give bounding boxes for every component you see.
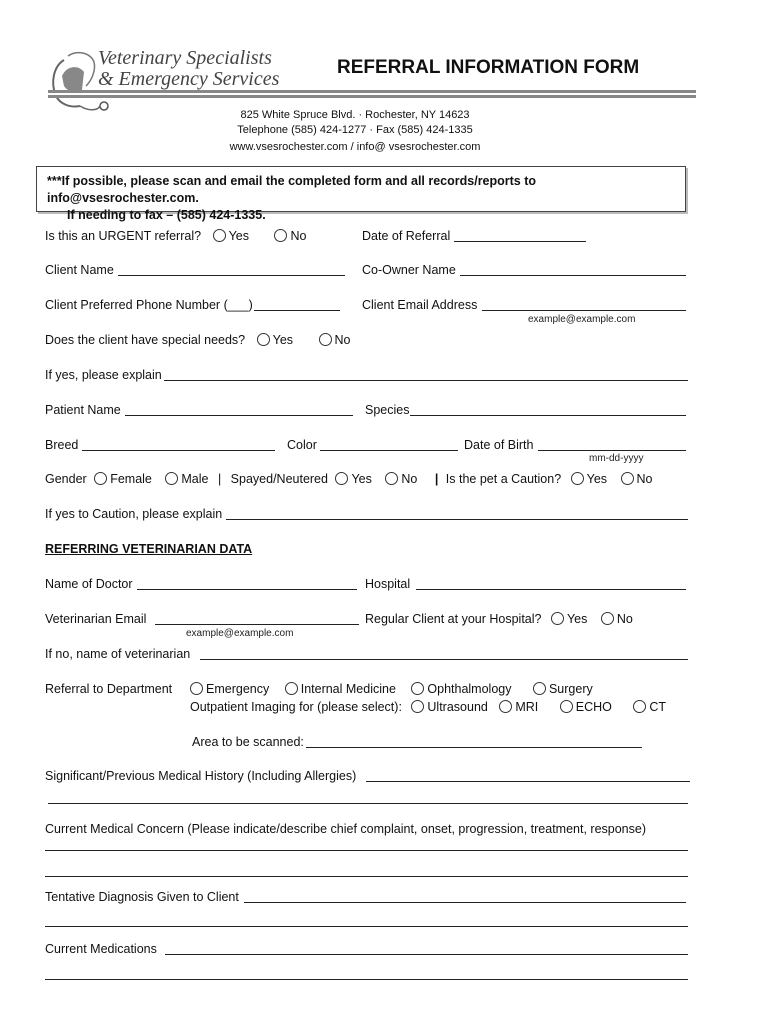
special-needs-yes-radio[interactable] — [257, 333, 270, 346]
department-surgery-label: Surgery — [548, 682, 593, 696]
logo-text-line2: & Emergency Services — [98, 68, 280, 90]
explain-field[interactable] — [164, 380, 688, 381]
header-divider-bar — [48, 90, 696, 98]
regular-client-yes-label: Yes — [566, 612, 588, 626]
client-email-field[interactable] — [482, 310, 686, 311]
date-of-referral-field[interactable] — [454, 241, 586, 242]
spayed-no-radio[interactable] — [385, 472, 398, 485]
spayed-yes-radio[interactable] — [335, 472, 348, 485]
date-of-referral-label: Date of Referral — [362, 229, 451, 243]
regular-client-no-radio[interactable] — [601, 612, 614, 625]
imaging-ultrasound-option[interactable] — [411, 699, 487, 715]
spayed-no-option[interactable] — [385, 471, 417, 487]
urgent-no-option[interactable] — [274, 228, 306, 244]
phone-area-code: (___) — [223, 298, 253, 312]
address-line: 825 White Spruce Blvd. · Rochester, NY 14623 — [240, 109, 470, 121]
patient-name-field[interactable] — [125, 415, 353, 416]
imaging-mri-radio[interactable] — [499, 700, 512, 713]
imaging-ct-option[interactable] — [633, 699, 666, 715]
color-label: Color — [287, 438, 317, 452]
regular-client-yes-option[interactable] — [551, 611, 587, 627]
department-internal-medicine-label: Internal Medicine — [300, 682, 396, 696]
vet-email-hint: example@example.com — [186, 628, 294, 639]
department-emergency-radio[interactable] — [190, 682, 203, 695]
caution-explain-field[interactable] — [226, 519, 688, 520]
gender-male-label: Male — [181, 472, 209, 486]
dob-hint: mm-dd-yyyy — [589, 453, 644, 464]
doctor-name-field[interactable] — [137, 589, 357, 590]
imaging-echo-radio[interactable] — [560, 700, 573, 713]
species-field[interactable] — [410, 415, 686, 416]
patient-name-label: Patient Name — [45, 403, 121, 417]
separator: | — [217, 472, 222, 486]
explain-label: If yes, please explain — [45, 368, 162, 382]
department-ophthalmology-label: Ophthalmology — [427, 682, 512, 696]
client-email-hint: example@example.com — [528, 314, 636, 325]
imaging-ultrasound-label: Ultrasound — [427, 700, 488, 714]
department-surgery-option[interactable] — [533, 681, 593, 697]
urgent-no-label: No — [290, 229, 307, 243]
history-label: Significant/Previous Medical History (Including Allergies) — [45, 769, 357, 783]
section-title-vet: REFERRING VETERINARIAN DATA — [45, 542, 253, 556]
diagnosis-field-line2[interactable] — [45, 926, 688, 927]
caution-label: Is the pet a Caution? — [445, 472, 562, 486]
client-name-label: Client Name — [45, 263, 114, 277]
coowner-name-label: Co-Owner Name — [362, 263, 456, 277]
logo-text-line1: Veterinary Specialists — [98, 47, 272, 69]
area-scanned-field[interactable] — [306, 747, 642, 748]
department-surgery-radio[interactable] — [533, 682, 546, 695]
history-field-line2[interactable] — [48, 803, 688, 804]
medications-field-line2[interactable] — [45, 979, 688, 980]
regular-client-no-option[interactable] — [601, 611, 633, 627]
urgent-yes-label: Yes — [228, 229, 249, 243]
imaging-echo-label: ECHO — [575, 700, 612, 714]
gender-male-radio[interactable] — [165, 472, 178, 485]
regular-client-no-label: No — [616, 612, 633, 626]
gender-female-radio[interactable] — [94, 472, 107, 485]
imaging-label: Outpatient Imaging for (please select): — [190, 700, 402, 714]
special-needs-no-option[interactable] — [319, 332, 351, 348]
notice-line1: ***If possible, please scan and email the completed form and all records/reports to info@vsesrochester.com. — [47, 174, 537, 205]
medications-label: Current Medications — [45, 942, 157, 956]
client-name-field[interactable] — [118, 275, 345, 276]
gender-male-option[interactable] — [165, 471, 208, 487]
spayed-no-label: No — [401, 472, 418, 486]
imaging-mri-label: MRI — [515, 700, 539, 714]
special-needs-no-label: No — [334, 333, 351, 347]
urgent-yes-option[interactable] — [213, 228, 249, 244]
history-field-line1[interactable] — [366, 781, 690, 782]
department-ophthalmology-radio[interactable] — [411, 682, 424, 695]
urgent-label: Is this an URGENT referral? — [45, 229, 202, 243]
color-field[interactable] — [320, 450, 458, 451]
department-emergency-option[interactable] — [190, 681, 269, 697]
gender-row — [45, 471, 653, 487]
client-email-label: Client Email Address — [362, 298, 478, 312]
phone-label: Client Preferred Phone Number — [45, 298, 221, 312]
diagnosis-label: Tentative Diagnosis Given to Client — [45, 890, 239, 904]
department-label: Referral to Department — [45, 682, 173, 696]
department-internal-medicine-option[interactable] — [285, 681, 396, 697]
gender-female-option[interactable] — [94, 471, 152, 487]
caution-no-option[interactable] — [621, 471, 653, 487]
dob-field[interactable] — [538, 450, 686, 451]
urgent-question — [45, 228, 306, 244]
notice-line2: If needing to fax – (585) 424-1335. — [67, 208, 266, 222]
caution-yes-option[interactable] — [571, 471, 607, 487]
concern-field-line2[interactable] — [45, 876, 688, 877]
imaging-ultrasound-radio[interactable] — [411, 700, 424, 713]
hospital-label: Hospital — [365, 577, 411, 591]
gender-female-label: Female — [110, 472, 152, 486]
separator: | — [434, 472, 439, 486]
doctor-name-label: Name of Doctor — [45, 577, 133, 591]
spayed-yes-label: Yes — [351, 472, 372, 486]
concern-label: Current Medical Concern (Please indicate/describe chief complaint, onset, progression, treatment, response) — [45, 822, 646, 836]
department-emergency-label: Emergency — [206, 682, 270, 696]
if-no-vet-label: If no, name of veterinarian — [45, 647, 191, 661]
imaging-ct-label: CT — [649, 700, 667, 714]
regular-client-yes-radio[interactable] — [551, 612, 564, 625]
special-needs-question — [45, 332, 351, 348]
coowner-name-field[interactable] — [460, 275, 686, 276]
breed-field[interactable] — [82, 450, 275, 451]
special-needs-label: Does the client have special needs? — [45, 333, 246, 347]
phone-line: Telephone (585) 424-1277 · Fax (585) 424-1335 — [237, 124, 473, 136]
web-line: www.vsesrochester.com / info@ vsesrochester.com — [229, 141, 481, 153]
imaging-echo-option[interactable] — [560, 699, 612, 715]
phone-field[interactable] — [254, 310, 340, 311]
department-internal-medicine-radio[interactable] — [285, 682, 298, 695]
gender-label: Gender — [45, 472, 87, 486]
species-label: Species — [365, 403, 410, 417]
regular-client-question — [365, 611, 633, 627]
form-title: REFERRAL INFORMATION FORM — [337, 57, 640, 78]
imaging-row — [190, 699, 666, 715]
medications-field-line1[interactable] — [165, 954, 688, 955]
dob-label: Date of Birth — [464, 438, 534, 452]
diagnosis-field-line1[interactable] — [244, 902, 686, 903]
caution-yes-radio[interactable] — [571, 472, 584, 485]
urgent-no-radio[interactable] — [274, 229, 287, 242]
caution-explain-label: If yes to Caution, please explain — [45, 507, 223, 521]
vet-email-field[interactable] — [155, 624, 359, 625]
concern-field-line1[interactable] — [45, 850, 688, 851]
vet-email-label: Veterinarian Email — [45, 612, 147, 626]
department-options — [190, 681, 593, 697]
phone-label-group — [45, 297, 253, 313]
breed-label: Breed — [45, 438, 79, 452]
caution-yes-label: Yes — [586, 472, 608, 486]
special-needs-no-radio[interactable] — [319, 333, 332, 346]
if-no-vet-field[interactable] — [200, 659, 688, 660]
spayed-label: Spayed/Neutered — [230, 472, 328, 486]
imaging-mri-option[interactable] — [499, 699, 538, 715]
hospital-field[interactable] — [416, 589, 686, 590]
department-ophthalmology-option[interactable] — [411, 681, 511, 697]
notice-box — [36, 166, 686, 222]
special-needs-yes-label: Yes — [272, 333, 294, 347]
imaging-ct-radio[interactable] — [633, 700, 646, 713]
regular-client-label: Regular Client at your Hospital? — [365, 612, 542, 626]
spayed-yes-option[interactable] — [335, 471, 371, 487]
urgent-yes-radio[interactable] — [213, 229, 226, 242]
area-scanned-label: Area to be scanned: — [192, 735, 304, 749]
caution-no-label: No — [636, 472, 653, 486]
special-needs-yes-option[interactable] — [257, 332, 293, 348]
caution-no-radio[interactable] — [621, 472, 634, 485]
